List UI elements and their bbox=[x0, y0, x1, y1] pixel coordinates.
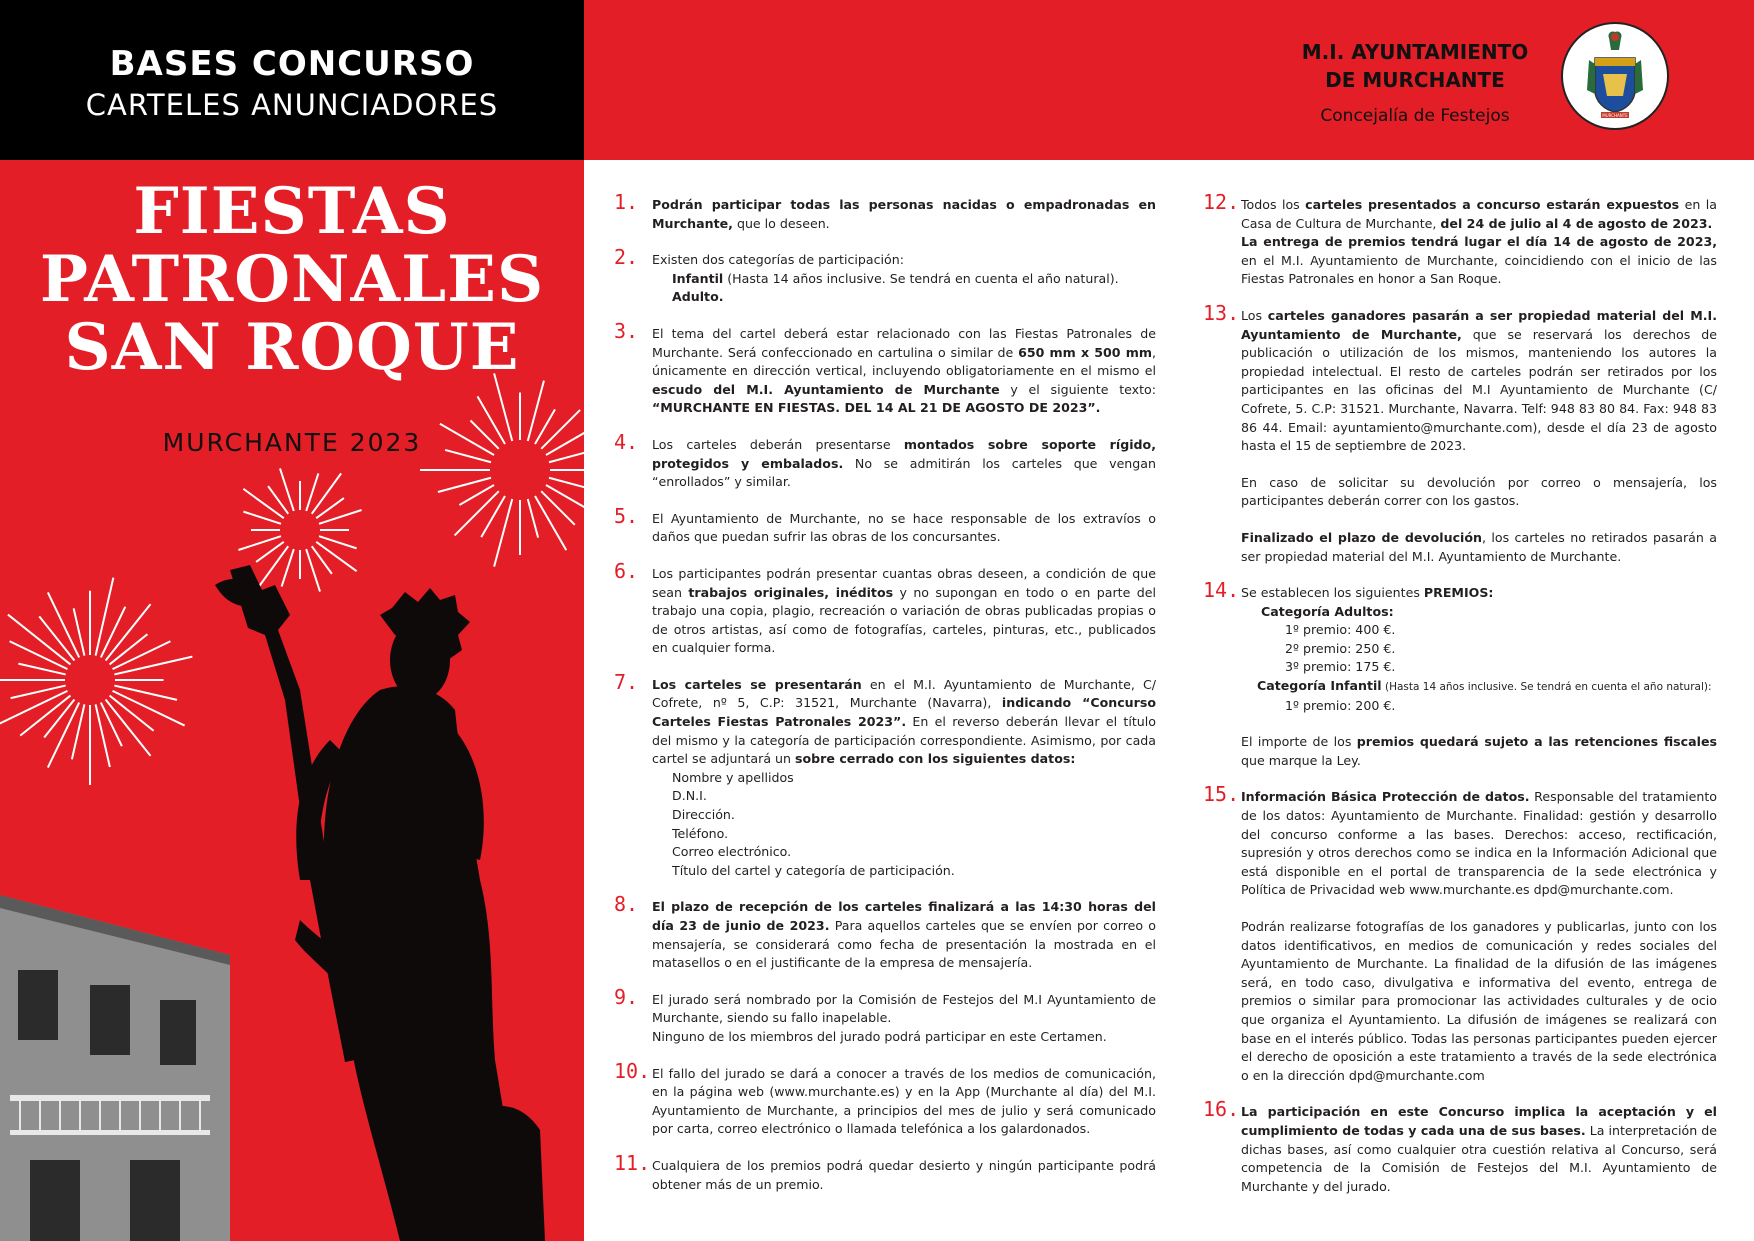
rule-2 bbox=[614, 245, 1156, 307]
rule-text: El fallo del jurado se dará a conocer a través de los medios de comunicación, en la página web (www.murchante.es) y en la App (Murchante al día) del M.I. Ayuntamiento de Murchante, a principios del mes de julio y será comunicado por carta, correo electrónico o llamada telefónica a los galardonados. bbox=[652, 1065, 1156, 1137]
rule-text: que marque la Ley. bbox=[1241, 752, 1361, 768]
rule-5 bbox=[614, 503, 1156, 547]
firework-ray bbox=[541, 491, 575, 525]
rule-number: 2. bbox=[614, 245, 639, 270]
rule-16 bbox=[1203, 1097, 1717, 1196]
rule-text: El importe de los bbox=[1241, 734, 1357, 750]
rule-text-bold: escudo del M.I. Ayuntamiento de Murchante bbox=[652, 381, 1000, 397]
rule-number: 6. bbox=[614, 558, 639, 583]
rule-8 bbox=[614, 892, 1156, 972]
rule-text-bold: La participación en este Concurso implica la aceptación y el cumplimiento de todas y cada una de sus bases. bbox=[1241, 1104, 1717, 1138]
cover-panel bbox=[0, 0, 584, 1241]
rule-text: La interpretación de dichas bases, así como cualquier otra cuestión relativa al Concurso, será competencia de la Comisión de Festejos del M.I. Ayuntamiento de Murchante y del jurado. bbox=[1241, 1122, 1717, 1194]
rule-text: Podrán realizarse fotografías de los ganadores y publicarlas, junto con los datos identificativos, en medios de comunicación y redes sociales del Ayuntamiento de Murchante. La finalidad de la difusión de las imágenes será, en todo caso, divulgativa e informativa del evento, entrega de premios o similar para promocionar las actividades culturales y de ocio que organiza el Ayuntamiento. La difusión de imágenes se realizará con base en el interés público. Todas las personas participantes pueden ejercer el derecho de oposición a este tratamiento a través de la sede electrónica o en la dirección dpd@murchante.com bbox=[1241, 919, 1717, 1083]
rule-text-bold: “MURCHANTE EN FIESTAS. DEL 14 AL 21 DE AGOSTO DE 2023”. bbox=[652, 400, 1101, 416]
rule-text-bold: carteles ganadores pasarán a ser propiedad material del M.I. Ayuntamiento de Murchante, bbox=[1241, 307, 1717, 342]
prize-item: 1º premio: 200 €. bbox=[1285, 697, 1396, 713]
required-data-list bbox=[652, 769, 1156, 881]
rule-10 bbox=[614, 1058, 1156, 1139]
rule-number: 8. bbox=[614, 892, 639, 917]
department-name: Concejalía de Festejos bbox=[1320, 106, 1510, 126]
town-hall-building bbox=[0, 895, 230, 1241]
rule-4 bbox=[614, 429, 1156, 492]
fireworks-and-saint-illustration bbox=[0, 360, 584, 1241]
rule-text-bold: sobre cerrado con los siguientes datos: bbox=[795, 751, 1076, 767]
rule-text: El tema del cartel deberá estar relacionado con las Fiestas Patronales de Murchante. Será confeccionado en cartulina o similar de bbox=[652, 325, 1156, 360]
rule-text: Los bbox=[1241, 307, 1268, 323]
rule-text-bold: del 24 de julio al 4 de agosto de 2023. bbox=[1440, 215, 1713, 231]
rule-text-bold: El plazo de recepción de los carteles finalizará a las 14:30 horas del día 23 de junio de 2023. bbox=[652, 899, 1156, 933]
rule-text-bold: trabajos originales, inéditos bbox=[688, 584, 894, 600]
category-label: Adulto. bbox=[672, 289, 724, 305]
rules-column-left bbox=[614, 190, 1157, 1212]
rule-text-bold: Podrán participar todas las personas nacidas o empadronadas en Murchante, bbox=[652, 197, 1156, 231]
rule-text: Los participantes podrán presentar cuantas obras deseen, a condición de que sean bbox=[652, 565, 1156, 600]
rule-text: Cualquiera de los premios podrá quedar desierto y ningún participante podrá obtener más de un premio. bbox=[652, 1157, 1156, 1192]
category-adulto bbox=[652, 288, 1156, 307]
category-label: Infantil bbox=[672, 270, 724, 286]
rule-number: 12. bbox=[1203, 190, 1240, 214]
category-infantil bbox=[652, 270, 1156, 289]
shield-caption: MURCHANTE bbox=[1602, 113, 1628, 118]
rule-paragraph bbox=[1241, 529, 1717, 566]
rule-text: en el M.I. Ayuntamiento de Murchante, coincidiendo con el inicio de las Fiestas Patronales en honor a San Roque. bbox=[1241, 252, 1717, 287]
cover-header bbox=[0, 0, 584, 160]
rule-text-bold: carteles presentados a concurso estarán expuestos bbox=[1305, 197, 1680, 212]
rule-11 bbox=[614, 1150, 1156, 1194]
rule-text: en el M.I. Ayuntamiento de Murchante, C/ Cofrete, nº 5, C.P: 31521, Murchante (Navarra), bbox=[652, 676, 1156, 711]
rule-number: 4. bbox=[614, 429, 639, 454]
rule-number: 14. bbox=[1203, 578, 1240, 603]
rule-text: , únicamente en dirección vertical, incluyendo obligatoriamente en el mismo el bbox=[652, 344, 1156, 379]
rule-3 bbox=[614, 318, 1157, 418]
rule-text: El Ayuntamiento de Murchante, no se hace responsable de los extravíos o daños que puedan sufrir las obras de los concursantes. bbox=[652, 510, 1156, 545]
category-note: (Hasta 14 años inclusive. Se tendrá en cuenta el año natural). bbox=[723, 270, 1119, 286]
festival-title bbox=[0, 174, 584, 385]
prize-item: 3º premio: 175 €. bbox=[1285, 659, 1396, 675]
rule-text-bold: indicando “Concurso Carteles Fiestas Patronales 2023”. bbox=[652, 695, 1156, 730]
rule-number: 11. bbox=[614, 1150, 651, 1175]
rule-paragraph bbox=[1241, 733, 1717, 770]
firework-ray bbox=[114, 686, 177, 700]
title-line-1: FIESTAS bbox=[133, 174, 451, 249]
rule-text-bold: premios quedará sujeto a las retenciones fiscales bbox=[1356, 734, 1717, 750]
contest-subtitle: CARTELES ANUNCIADORES bbox=[85, 88, 499, 122]
rule-text: Para aquellos carteles que se envíen por correo o mensajería, se considerará como fecha de presentación la mostrada en el matasellos o en el justificante de la empresa de mensajería. bbox=[652, 918, 1156, 971]
firework-ray bbox=[243, 512, 281, 524]
category-kids bbox=[1241, 677, 1717, 697]
rule-text: en la Casa de Cultura de Murchante, bbox=[1241, 197, 1717, 231]
edition-label: MURCHANTE 2023 bbox=[162, 428, 422, 457]
municipality-line-1: M.I. AYUNTAMIENTO bbox=[1301, 40, 1529, 64]
rule-text: Existen dos categorías de participación: bbox=[652, 252, 904, 268]
rules-column-right bbox=[1203, 190, 1717, 1214]
san-roque-silhouette bbox=[215, 565, 545, 1241]
firework-ray bbox=[528, 499, 538, 538]
rule-number: 10. bbox=[614, 1058, 651, 1083]
firework-ray bbox=[455, 491, 499, 535]
rule-text-bold: 650 mm x 500 mm bbox=[1018, 344, 1152, 360]
rule-text: que lo deseen. bbox=[732, 215, 830, 231]
category-label: Categoría Adultos: bbox=[1261, 603, 1394, 619]
rule-text-bold: Finalizado el plazo de devolución bbox=[1241, 529, 1482, 545]
firework-ray bbox=[114, 657, 192, 675]
prize-item: 1º premio: 400 €. bbox=[1285, 622, 1396, 638]
rule-text-bold: Los carteles se presentarán bbox=[652, 676, 862, 692]
category-label: Categoría Infantil bbox=[1257, 678, 1382, 694]
rule-text: No se admitirán los carteles que vengan “enrollados” y similar. bbox=[652, 455, 1156, 490]
rule-number: 3. bbox=[614, 318, 639, 343]
rule-number: 9. bbox=[614, 984, 639, 1009]
rule-number: 5. bbox=[614, 503, 639, 528]
rule-number: 13. bbox=[1203, 300, 1240, 325]
list-item: Dirección. bbox=[672, 807, 735, 823]
rule-text: En el reverso deberán llevar el título del mismo y la categoría de participación correspondiente. Asimismo, por cada cartel se adjuntará un bbox=[652, 714, 1156, 767]
prize-item: 2º premio: 250 €. bbox=[1285, 640, 1396, 656]
rule-6 bbox=[614, 558, 1156, 658]
rule-number: 1. bbox=[614, 190, 639, 214]
contest-title: BASES CONCURSO bbox=[109, 44, 475, 84]
shield-icon bbox=[1563, 24, 1667, 128]
rule-9 bbox=[614, 984, 1156, 1047]
rule-number: 15. bbox=[1203, 782, 1240, 807]
firework-ray bbox=[535, 496, 566, 550]
rule-text: y no supongan en todo o en parte del trabajo una copia, plagio, recreación o variación de obras publicadas propias o de otros artistas, así como de fotografías, carteles, pinturas, etc., publicados en cualquier forma. bbox=[652, 584, 1156, 656]
rule-text: , los carteles no retirados pasarán a ser propiedad material del M.I. Ayuntamiento de Murchante. bbox=[1241, 529, 1717, 564]
rule-text: El jurado será nombrado por la Comisión de Festejos del M.I Ayuntamiento de Murchante, siendo su fallo inapelable. bbox=[652, 991, 1156, 1026]
title-line-2: PATRONALES bbox=[39, 242, 545, 317]
list-item: D.N.I. bbox=[672, 788, 707, 804]
rule-7 bbox=[614, 669, 1156, 881]
rule-text-bold: La entrega de premios tendrá lugar el día 14 de agosto de 2023, bbox=[1241, 234, 1717, 250]
list-item: Nombre y apellidos bbox=[672, 769, 794, 785]
rule-text: Se establecen los siguientes bbox=[1241, 585, 1424, 601]
rule-text: Todos los bbox=[1241, 197, 1306, 212]
rule-12 bbox=[1203, 190, 1717, 289]
rule-text: Los carteles deberán presentarse bbox=[652, 436, 904, 452]
rule-15 bbox=[1203, 782, 1717, 1085]
municipality-line-2: DE MURCHANTE bbox=[1325, 68, 1505, 92]
municipality-name bbox=[1280, 38, 1550, 94]
rule-text: Responsable del tratamiento de los datos: Ayuntamiento de Murchante. Finalidad: gestión y desarrollo del concurso conforme a las bases. Derechos: acceso, rectificación, supresión y otros derechos como se indica en la Información Adicional que está disponible en el portal de transparencia de la sede electrónica y Política de Privacidad web www.murchante.es dpd@murchante.com. bbox=[1241, 789, 1717, 898]
rule-14 bbox=[1203, 578, 1717, 770]
rule-text-bold: Información Básica Protección de datos. bbox=[1241, 789, 1530, 805]
firework-ray bbox=[319, 536, 357, 548]
firework-ray bbox=[96, 578, 114, 656]
firework-ray bbox=[96, 704, 110, 767]
list-item: Teléfono. bbox=[672, 825, 729, 841]
category-note: (Hasta 14 años inclusive. Se tendrá en cuenta el año natural): bbox=[1381, 681, 1712, 694]
rule-text-bold: PREMIOS: bbox=[1423, 585, 1494, 601]
rule-1 bbox=[614, 190, 1156, 233]
rule-text: Ninguno de los miembros del jurado podrá participar en este Certamen. bbox=[652, 1028, 1107, 1044]
rule-text: En caso de solicitar su devolución por correo o mensajería, los participantes deberán correr con los gastos. bbox=[1241, 474, 1717, 509]
rule-text: y el siguiente texto: bbox=[999, 381, 1157, 397]
firework-ray bbox=[306, 473, 318, 511]
firework-ray bbox=[282, 549, 294, 587]
rule-text: que se reservará los derechos de publicación o utilización de los mismos, manteniendo los autores la propiedad intelectual. El resto de carteles podrán ser retirados por los participantes en las oficinas del M.I Ayuntamiento de Murchante (C/ Cofrete, 5. C.P: 31521. Murchante, Navarra. Telf: 948 83 80 84. Fax: 948 83 86 44. Email: ayuntamiento@murchante.com), desde el día 23 de agosto hasta el 15 de septiembre de 2023. bbox=[1241, 326, 1717, 454]
title-line-3: SAN ROQUE bbox=[64, 310, 520, 385]
rule-text-bold: montados sobre soporte rígido, protegidos y embalados. bbox=[652, 436, 1156, 471]
firework-ray bbox=[438, 478, 491, 492]
coat-of-arms-logo bbox=[1561, 22, 1669, 130]
rule-number: 7. bbox=[614, 669, 639, 694]
firework-ray bbox=[481, 496, 505, 537]
rule-number: 16. bbox=[1203, 1097, 1240, 1122]
list-item: Correo electrónico. bbox=[672, 844, 792, 860]
list-item: Título del cartel y categoría de participación. bbox=[672, 862, 955, 878]
rule-13 bbox=[1203, 300, 1717, 566]
category-adults bbox=[1241, 603, 1717, 622]
